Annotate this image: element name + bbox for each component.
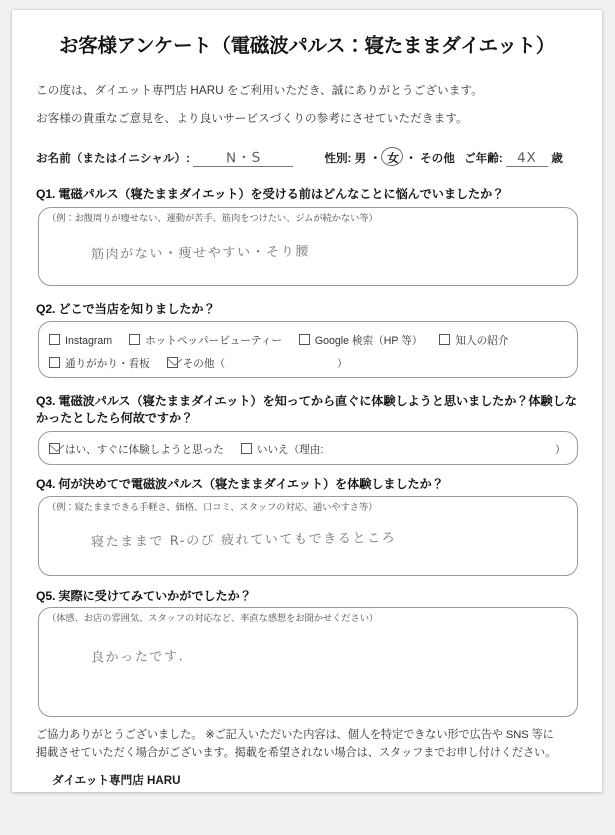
name-label: お名前（またはイニシャル）:: [36, 152, 190, 165]
checkbox-icon[interactable]: [49, 443, 60, 454]
name-field[interactable]: [193, 146, 293, 167]
q2-option-referral[interactable]: [439, 333, 508, 348]
gender-option-male[interactable]: 男: [354, 152, 367, 165]
q1-text: 電磁パルス（寝たままダイエット）を受ける前はどんなことに悩んでいましたか？: [58, 187, 505, 201]
answer-box-q2: [38, 321, 578, 378]
gender-option-other[interactable]: その他: [420, 152, 455, 165]
q2-option-other[interactable]: [167, 356, 225, 371]
question-heading-q3: [36, 393, 582, 428]
intro-line-1: この度は、ダイエット専門店 HARU をご利用いただき、誠にありがとうございます。: [36, 84, 483, 97]
q3-option-no[interactable]: [241, 442, 324, 457]
footer-note-line-2: 掲載させていただく場合がございます。掲載を希望されない場合は、スタッフまでお申し付けください。: [36, 747, 557, 760]
q2-option-google-label: Google 検索（HP 等）: [314, 335, 423, 347]
q4-text: 何が決めてで電磁波パルス（寝たままダイエット）を体験しましたか？: [58, 477, 444, 491]
q5-hint: （体感、お店の雰囲気、スタッフの対応など、率直な感想をお聞かせください）: [47, 613, 379, 623]
age-unit: 歳: [551, 152, 563, 165]
q3-reason-close-paren: ）: [555, 444, 566, 456]
q2-option-signboard[interactable]: [49, 356, 150, 371]
intro-line-2: お客様の貴重なご意見を、より良いサービスづくりの参考にさせていただきます。: [36, 112, 468, 125]
q1-hint: （例：お腹周りが痩せない、運動が苦手、筋肉をつけたい、ジムが続かない等）: [47, 213, 378, 223]
answer-box-q4[interactable]: [38, 496, 578, 576]
checkbox-icon[interactable]: [129, 334, 140, 345]
q3-option-yes-label: はい、すぐに体験しようと思った: [65, 444, 224, 456]
q5-text: 実際に受けてみていかがでしたか？: [58, 589, 252, 603]
q3-option-yes[interactable]: [49, 442, 224, 457]
footer-note-line-1: ご協力ありがとうございました。 ※ご記入いただいた内容は、個人を特定できない形で広告や SNS 等に: [36, 729, 554, 741]
q3-options-row: [49, 442, 337, 457]
gender-sep-1: ・: [369, 152, 382, 165]
profile-row: [36, 146, 581, 168]
q3-number: Q3.: [36, 394, 56, 408]
gender-group: [324, 152, 458, 165]
q4-answer-handwriting: 寝たままで R-のび 疲れていてもできるところ: [90, 530, 397, 551]
footer-note: [36, 726, 584, 762]
q2-text: どこで当店を知りましたか？: [58, 302, 216, 316]
q4-hint: （例：寝たままできる手軽さ、価格、口コミ、スタッフの対応、通いやすさ等）: [47, 502, 378, 512]
answer-box-q1[interactable]: [38, 207, 578, 286]
gender-option-female[interactable]: 女: [384, 150, 402, 166]
checkbox-icon[interactable]: [439, 334, 450, 345]
checkbox-icon[interactable]: [49, 357, 60, 368]
q2-option-signboard-label: 通りがかり・看板: [65, 358, 150, 370]
question-heading-q2: [36, 301, 582, 318]
q2-option-referral-label: 知人の紹介: [455, 335, 509, 347]
q3-text: 電磁波パルス（寝たままダイエット）を知ってから直ぐに体験しようと思いましたか？体験しなかったとしたら何故ですか？: [36, 394, 577, 426]
q2-option-instagram-label: Instagram: [65, 335, 113, 347]
answer-box-q5[interactable]: [38, 607, 578, 717]
gender-sep-2: ・: [405, 152, 417, 165]
q3-option-no-label: いいえ（理由:: [256, 444, 324, 456]
q2-number: Q2.: [36, 302, 56, 316]
q2-options-row-1: [49, 333, 522, 348]
q2-option-hotpepper-label: ホットペッパービューティー: [145, 335, 282, 347]
checkbox-icon[interactable]: [241, 443, 252, 454]
age-handwriting: 4X: [516, 149, 538, 167]
answer-box-q3: [38, 431, 578, 465]
name-handwriting: N・S: [225, 149, 261, 167]
q2-other-close-paren: ）: [337, 358, 348, 370]
question-heading-q4: [36, 476, 582, 493]
q2-option-other-label: その他（: [182, 358, 226, 370]
page-title: お客様アンケート（電磁波パルス：寝たままダイエット）: [59, 35, 555, 57]
q1-answer-handwriting: 筋肉がない・痩せやすい・そり腰: [90, 244, 311, 263]
shop-name: ダイエット専門店 HARU: [52, 774, 181, 787]
checkbox-icon[interactable]: [299, 334, 310, 345]
q2-option-google[interactable]: [299, 333, 423, 348]
q4-number: Q4.: [36, 477, 56, 491]
q1-number: Q1.: [36, 187, 56, 201]
q5-answer-handwriting: 良かったです.: [90, 649, 185, 666]
age-field[interactable]: [506, 150, 548, 167]
checkbox-icon[interactable]: [49, 334, 60, 345]
question-heading-q5: [36, 588, 582, 605]
checkbox-icon[interactable]: [167, 357, 178, 368]
question-heading-q1: [36, 186, 582, 203]
age-label: ご年齢:: [464, 152, 503, 165]
q2-option-instagram[interactable]: [49, 334, 112, 347]
gender-label: 性別:: [324, 152, 352, 165]
survey-sheet: [12, 10, 602, 792]
q5-number: Q5.: [36, 589, 56, 603]
q2-option-hotpepper[interactable]: [129, 333, 282, 348]
q2-options-row-2: [49, 356, 239, 371]
